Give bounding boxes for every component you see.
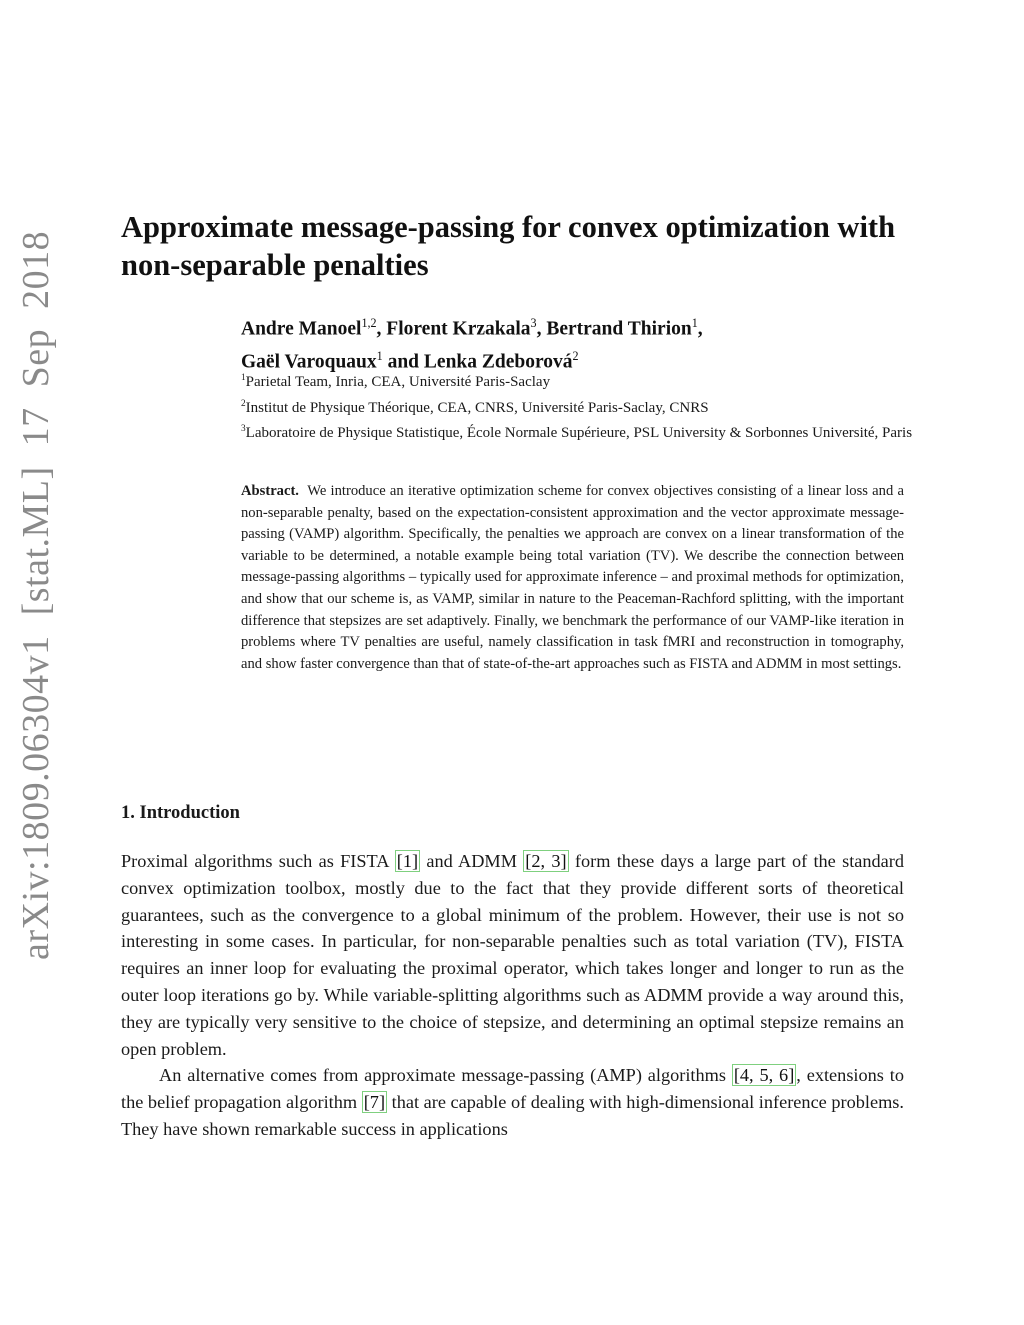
author-conjunction: and — [387, 351, 420, 372]
affiliation — [241, 394, 921, 420]
affiliation-text: Institut de Physique Théorique, CEA, CNRS, Université Paris-Saclay, CNRS — [245, 399, 709, 416]
text-run: , extensions to the belief propagation algorithm — [121, 1065, 904, 1113]
affiliation-mark: 3 — [241, 424, 246, 434]
author-affiliation-mark: 1,2 — [361, 316, 377, 330]
affiliation-text: Laboratoire de Physique Statistique, École Normale Supérieure, PSL University & Sorbonnes Université, Paris — [245, 425, 913, 441]
author-affiliation-mark: 2 — [572, 348, 579, 363]
author-affiliation-mark: 3 — [530, 316, 537, 330]
author-name: Bertrand Thirion — [546, 318, 692, 340]
author-name: Gaël Varoquaux — [241, 351, 377, 372]
text-run: An alternative comes from approximate message-passing (AMP) algorithms — [159, 1065, 726, 1086]
introduction-body — [121, 848, 904, 1143]
arxiv-identifier-stamp: arXiv:1809.06304v1 [stat.ML] 17 Sep 2018 — [15, 230, 57, 960]
citation-link[interactable]: [7] — [363, 1092, 386, 1113]
text-run: and ADMM — [426, 851, 517, 871]
author-name: Andre Manoel — [241, 318, 362, 340]
author-affiliation-mark: 1 — [691, 316, 698, 330]
affiliation-mark: 1 — [241, 373, 246, 383]
affiliation-text: Parietal Team, Inria, CEA, Université Paris-Saclay — [245, 374, 551, 390]
affiliation-mark: 2 — [241, 398, 246, 409]
citation-link[interactable]: [1] — [396, 851, 419, 871]
text-run: form these days a large part of the standard convex optimization toolbox, mostly due to the fact that they provide different sorts of theoretical guarantees, such as the convergence to a global minimum of the problem. However, their use is not so interesting in some cases. In particular, for non-separable penalties such as total variation (TV), FISTA requires an inner loop for evaluating the proximal operator, which takes longer and longer to run as the outer loop iterations go by. While variable-splitting algorithms such as ADMM provide a way around this, they are typically very sensitive to the choice of stepsize, and determining an optimal stepsize remains an open problem. — [121, 851, 905, 1059]
author-name: Lenka Zdeborová — [423, 351, 573, 372]
author-affiliation-mark: 1 — [376, 348, 383, 363]
abstract-label: Abstract. — [241, 483, 299, 499]
paragraph — [121, 848, 904, 1062]
author-separator: , — [376, 318, 382, 340]
affiliation — [241, 419, 921, 445]
author-name: Florent Krzakala — [386, 318, 531, 340]
author-separator: , — [536, 318, 542, 340]
abstract — [241, 481, 904, 675]
paper-title: Approximate message-passing for convex optimization with non-separable penalties — [121, 210, 896, 282]
abstract-text: We introduce an iterative optimization scheme for convex objectives consisting of a linear loss and a non-separable penalty, based on the expectation-consistent approximation and the vector approximate message-passing (VAMP) algorithm. Specifically, the penalties we approach are convex on a linear transformation of the variable to be determined, a notable example being total variation (TV). We describe the connection between message-passing algorithms – typically used for approximate inference – and proximal methods for optimization, and show that our scheme is, as VAMP, similar in nature to the Peaceman-Rachford splitting, with the important difference that stepsizes are set adaptively. Finally, we benchmark the performance of our VAMP-like iteration in problems where TV penalties are useful, namely classification in task fMRI and reconstruction in tomography, and show faster convergence than that of state-of-the-art approaches such as FISTA and ADMM in most settings. — [241, 483, 904, 672]
author-list — [241, 310, 921, 375]
affiliation-list — [241, 368, 921, 445]
author-separator: , — [697, 318, 703, 340]
affiliation — [241, 368, 921, 394]
citation-link[interactable]: [2, 3] — [525, 851, 567, 871]
text-run: that are capable of dealing with high-dimensional inference problems. They have shown remarkable success in applications — [121, 1092, 904, 1139]
text-run: Proximal algorithms such as FISTA — [121, 851, 389, 871]
citation-link[interactable]: [4, 5, 6] — [733, 1065, 795, 1086]
paragraph — [121, 1062, 904, 1142]
section-heading-introduction: 1. Introduction — [121, 803, 240, 823]
